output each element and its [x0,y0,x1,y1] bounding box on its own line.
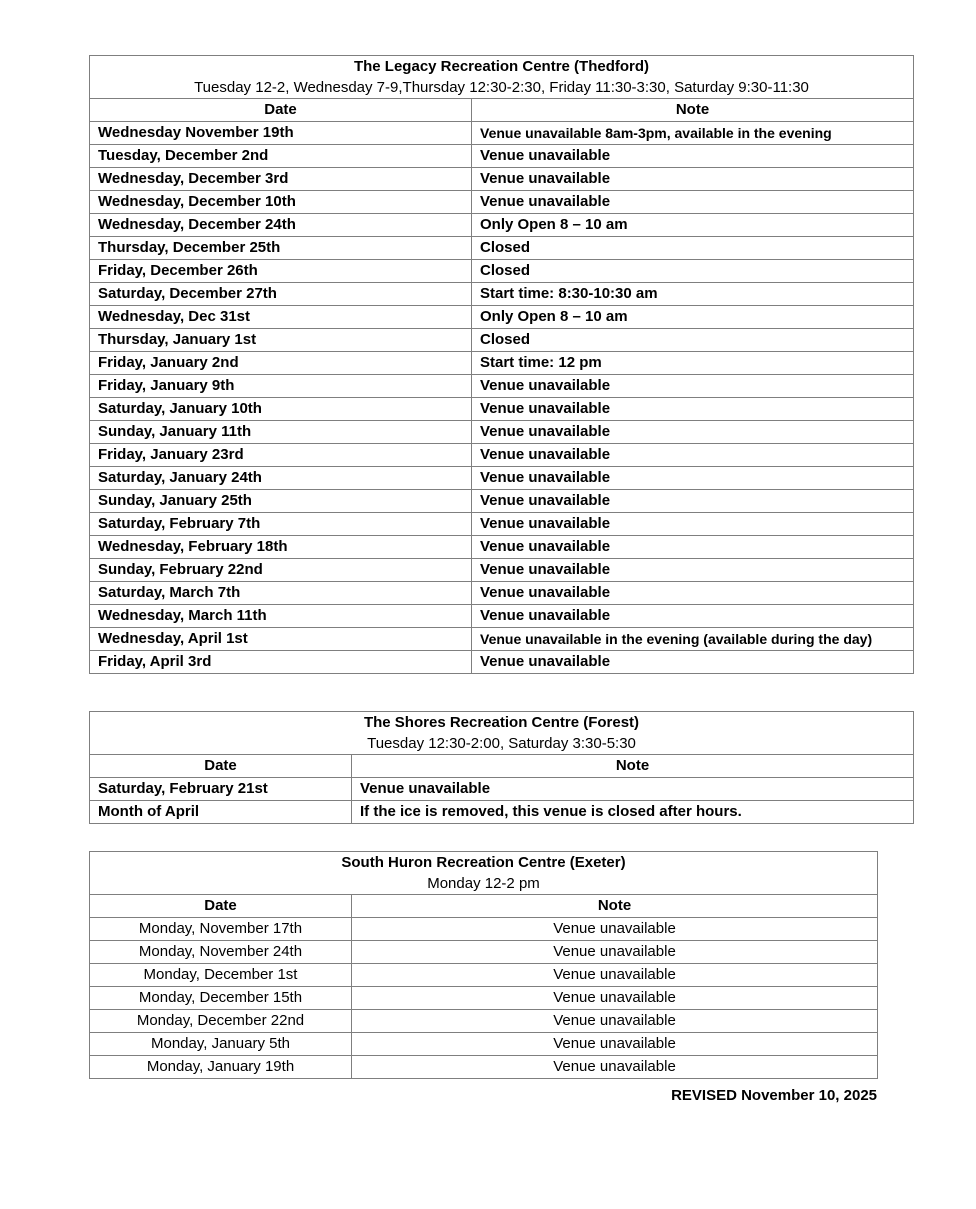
row-note: Venue unavailable [472,145,914,168]
table-row [90,398,914,421]
south-huron-schedule-table [89,851,878,1079]
row-date: Wednesday November 19th [90,122,472,145]
south-huron-rows [90,918,878,1079]
table-row [90,559,914,582]
table-row [90,145,914,168]
row-date: Friday, December 26th [90,260,472,283]
row-note: Venue unavailable [352,1056,878,1079]
table-row [90,421,914,444]
row-note: Venue unavailable [472,375,914,398]
table-title: The Legacy Recreation Centre (Thedford) [90,56,914,79]
row-note: Venue unavailable [472,651,914,674]
row-note: Only Open 8 – 10 am [472,214,914,237]
table-row [90,490,914,513]
row-date: Friday, January 9th [90,375,472,398]
table-row [90,375,914,398]
row-note: Venue unavailable [472,513,914,536]
row-note: Venue unavailable [472,582,914,605]
row-note: Venue unavailable [352,1010,878,1033]
table-title: South Huron Recreation Centre (Exeter) [90,852,878,875]
row-note: Venue unavailable [352,987,878,1010]
row-date: Wednesday, December 24th [90,214,472,237]
row-note: Venue unavailable [352,918,878,941]
table-row [90,283,914,306]
row-note: Venue unavailable in the evening (available during the day) [472,628,914,651]
table-row [90,467,914,490]
legacy-schedule-table [89,55,914,674]
table-row [90,352,914,375]
row-note: Venue unavailable [472,398,914,421]
row-date: Wednesday, February 18th [90,536,472,559]
row-date: Monday, December 15th [90,987,352,1010]
row-note: Venue unavailable 8am-3pm, available in the evening [472,122,914,145]
table-row [90,237,914,260]
table-row [90,941,878,964]
table-row [90,306,914,329]
row-date: Friday, April 3rd [90,651,472,674]
column-header-date: Date [90,755,352,778]
column-header-note: Note [472,99,914,122]
row-date: Sunday, January 11th [90,421,472,444]
table-row [90,329,914,352]
table-row [90,1010,878,1033]
table-hours: Monday 12-2 pm [90,874,878,895]
row-date: Tuesday, December 2nd [90,145,472,168]
row-note: Venue unavailable [472,467,914,490]
row-date: Month of April [90,801,352,824]
table-row [90,168,914,191]
table-row [90,191,914,214]
row-date: Saturday, March 7th [90,582,472,605]
row-date: Saturday, February 21st [90,778,352,801]
table-hours: Tuesday 12-2, Wednesday 7-9,Thursday 12:30-2:30, Friday 11:30-3:30, Saturday 9:30-11:30 [90,78,914,99]
row-note: Closed [472,237,914,260]
shores-schedule-table [89,711,914,824]
table-row [90,444,914,467]
table-row [90,536,914,559]
row-note: Venue unavailable [472,536,914,559]
table-row [90,582,914,605]
row-date: Wednesday, Dec 31st [90,306,472,329]
row-date: Monday, November 24th [90,941,352,964]
row-date: Saturday, December 27th [90,283,472,306]
row-note: Venue unavailable [352,778,914,801]
row-date: Thursday, December 25th [90,237,472,260]
table-row [90,778,914,801]
table-hours: Tuesday 12:30-2:00, Saturday 3:30-5:30 [90,734,914,755]
row-date: Thursday, January 1st [90,329,472,352]
table-row [90,122,914,145]
row-note: Venue unavailable [472,168,914,191]
row-note: Venue unavailable [472,490,914,513]
row-note: Closed [472,260,914,283]
table-row [90,628,914,651]
row-date: Monday, December 1st [90,964,352,987]
table-row [90,1033,878,1056]
table-row [90,513,914,536]
table-row [90,651,914,674]
row-note: Venue unavailable [352,1033,878,1056]
row-note: Start time: 8:30-10:30 am [472,283,914,306]
column-header-date: Date [90,99,472,122]
row-date: Friday, January 2nd [90,352,472,375]
row-note: Venue unavailable [352,964,878,987]
row-date: Wednesday, April 1st [90,628,472,651]
row-date: Monday, November 17th [90,918,352,941]
row-date: Wednesday, December 3rd [90,168,472,191]
row-note: Closed [472,329,914,352]
table-row [90,1056,878,1079]
table-row [90,260,914,283]
row-date: Saturday, January 24th [90,467,472,490]
row-date: Monday, January 19th [90,1056,352,1079]
row-note: If the ice is removed, this venue is closed after hours. [352,801,914,824]
table-row [90,918,878,941]
column-header-note: Note [352,895,878,918]
row-note: Venue unavailable [352,941,878,964]
row-date: Sunday, January 25th [90,490,472,513]
row-date: Friday, January 23rd [90,444,472,467]
column-header-note: Note [352,755,914,778]
table-title: The Shores Recreation Centre (Forest) [90,712,914,735]
shores-rows [90,778,914,824]
row-note: Only Open 8 – 10 am [472,306,914,329]
row-note: Venue unavailable [472,559,914,582]
row-note: Venue unavailable [472,191,914,214]
column-header-date: Date [90,895,352,918]
revised-date: REVISED November 10, 2025 [671,1087,877,1104]
row-date: Monday, January 5th [90,1033,352,1056]
table-row [90,605,914,628]
row-date: Monday, December 22nd [90,1010,352,1033]
row-date: Wednesday, December 10th [90,191,472,214]
row-note: Venue unavailable [472,421,914,444]
row-note: Venue unavailable [472,444,914,467]
row-date: Saturday, February 7th [90,513,472,536]
table-row [90,964,878,987]
row-date: Wednesday, March 11th [90,605,472,628]
row-note: Start time: 12 pm [472,352,914,375]
table-row [90,214,914,237]
row-date: Saturday, January 10th [90,398,472,421]
row-note: Venue unavailable [472,605,914,628]
table-row [90,801,914,824]
table-row [90,987,878,1010]
row-date: Sunday, February 22nd [90,559,472,582]
legacy-rows [90,122,914,674]
